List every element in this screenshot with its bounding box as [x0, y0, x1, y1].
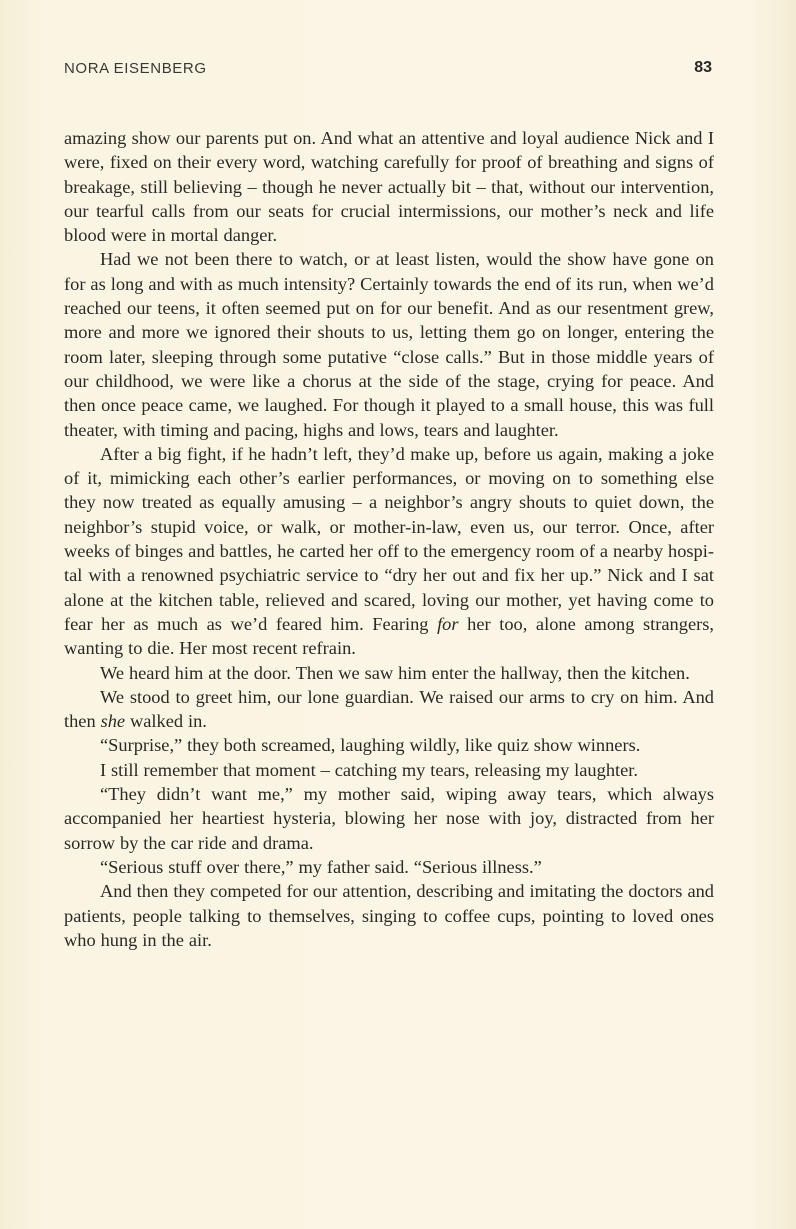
paragraph [64, 661, 714, 685]
paragraph-text: her too, alone among strangers, wanting to die. Her most recent refrain. [64, 613, 714, 659]
page-header [64, 60, 712, 84]
paragraph-text: “They didn’t want me,” my mother said, wiping away tears, which always accompanied her heartiest hysteria, blowing her nose with joy, distracted from her sorrow by the car ride and drama. [64, 784, 714, 853]
paragraph [64, 758, 714, 782]
paragraph-text: walked in. [125, 711, 207, 732]
paragraph [64, 782, 714, 855]
page-number: 83 [694, 59, 712, 76]
paragraph-text: amazing show our parents put on. And what an attentive and loyal audience Nick and I were, fixed on their every word, watching carefully for proof of breathing and signs of breakage, still believing – though he never actually bit – that, without our intervention, our tearful calls from our seats for crucial intermissions, our mother’s neck and life blood were in mortal danger. [64, 128, 714, 246]
paragraph [64, 247, 714, 441]
paragraph [64, 685, 714, 734]
paragraph-text: And then they competed for our attention, describing and imitating the doctors and patients, people talking to themselves, singing to coffee cups, pointing to loved ones who hung in the air. [64, 881, 714, 950]
emphasis-text: she [100, 711, 126, 732]
paragraph [64, 879, 714, 952]
paragraph-text: After a big fight, if he hadn’t left, they’d make up, before us again, making a joke of it, mimicking each other’s earlier performances, or moving on to something else they now treated as equally amusing – a neighbor’s angry shouts to quiet down, the neighbor’s stupid voice, or walk, or mother-in-law, even us, our terror. Once, after weeks of binges and battles, he carted her off to the emergency room of a nearby hospital with a renowned psychiatric service to “dry her out and fix her up.” Nick and I sat alone at the kitchen table, relieved and scared, loving our mother, yet having come to fear her as much as we’d feared him. Fearing [64, 443, 714, 634]
paragraph-text: We heard him at the door. Then we saw him enter the hallway, then the kitchen. [100, 662, 690, 683]
paragraph [64, 733, 714, 757]
paragraph [64, 442, 714, 661]
paragraph [64, 855, 714, 879]
paragraph-text: Had we not been there to watch, or at least listen, would the show have gone on for as long and with as much intensity? Certainly towards the end of its run, when we’d reached our teens, it often seemed put on for our benefit. And as our resentment grew, more and more we ignored their shouts to us, letting them go on longer, entering the room later, sleeping through some putative “close calls.” But in those middle years of our childhood, we were like a chorus at the side of the stage, crying for peace. And then once peace came, we laughed. For though it played to a small house, this was full theater, with timing and pacing, highs and lows, tears and laughter. [64, 249, 714, 440]
body-text [64, 126, 714, 952]
paragraph-text: I still remember that moment – catching my tears, releasing my laughter. [100, 759, 639, 780]
running-head: NORA EISENBERG [64, 60, 207, 77]
paragraph-text: “Serious stuff over there,” my father said. “Serious illness.” [100, 856, 542, 877]
paragraph-text: “Surprise,” they both screamed, laughing wildly, like quiz show winners. [100, 735, 641, 756]
paragraph [64, 126, 714, 247]
emphasis-text: for [437, 613, 459, 634]
paragraph-text: We stood to greet him, our lone guardian. We raised our arms to cry on him. And then [64, 686, 714, 732]
